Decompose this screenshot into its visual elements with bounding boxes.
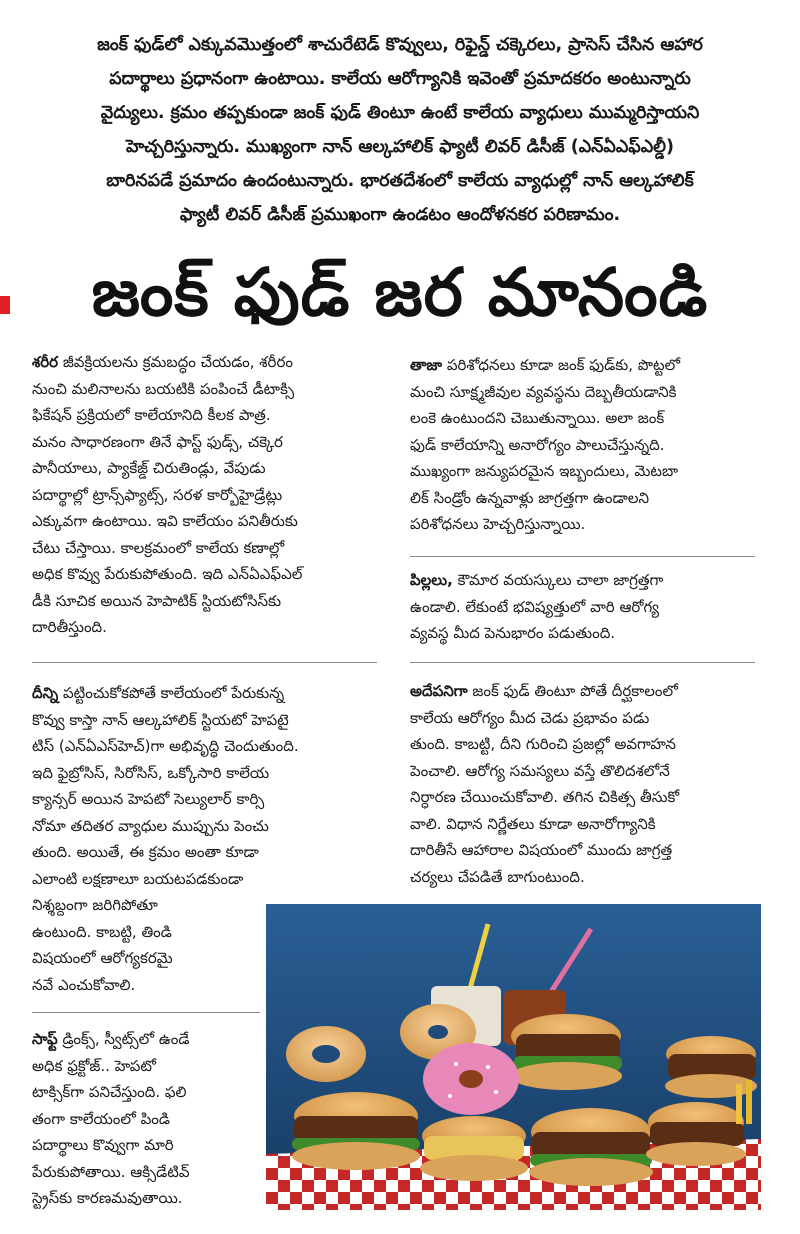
column-divider (410, 662, 755, 663)
lead-word: శరీర (32, 353, 59, 371)
paragraph-line: వ్యవస్థ మీద పెనుభారం పడుతుంది. (410, 624, 616, 642)
headline: జంక్ ఫుడ్ జర మానండి (91, 254, 709, 331)
intro-line: బారినపడే ప్రమాదం ఉందంటున్నారు. భారతదేశంలో కాలేయ వ్యాధుల్లో నాన్ ఆల్కహాలిక్ (106, 171, 694, 191)
paragraph-line: పరిశోధనలు హెచ్చరిస్తున్నాయి. (410, 515, 586, 533)
paragraph-line: తంగా కాలేయంలో పిండి (32, 1109, 170, 1128)
paragraph-line: నోమా తదితర వ్యాధుల ముప్పును పెంచు (32, 816, 269, 835)
paragraph-line: టాక్సిక్‌గా పనిచేస్తుంది. ఫలి (32, 1083, 187, 1101)
paragraph-line: మనం సాధారణంగా తినే ఫాస్ట్ ఫుడ్స్, చక్కెర (32, 432, 283, 451)
text-span: పట్టించుకోకపోతే కాలేయంలో పేరుకున్న (58, 684, 285, 702)
paragraph-line: చర్యలు చేపడితే బాగుంటుంది. (410, 867, 585, 886)
paragraph-line: చేటు చేస్తాయి. కాలక్రమంలో కాలేయ కణాల్లో (32, 538, 285, 557)
paragraph-line: పదార్థాల్లో ట్రాన్స్‌ఫ్యాట్స్, సరళ కార్బోహైడ్రేట్లు (32, 485, 283, 504)
text-span: జీవక్రియలను క్రమబద్ధం చేయడం, శరీరం (58, 353, 293, 371)
paragraph-line (410, 567, 762, 594)
paragraph-line: టిస్ (ఎన్ఏఎస్‌హెచ్)గా అభివృద్ధి చెందుతుంది. (32, 737, 299, 755)
paragraph-line: స్ట్రెస్‌కు కారణమవుతాయి. (32, 1189, 183, 1207)
paragraph-line: అధిక ఫ్రక్టోజ్.. హెపటో (32, 1056, 156, 1075)
paragraph-line (32, 680, 384, 707)
intro-paragraph (30, 28, 770, 232)
text-span: కౌమార వయస్కులు చాలా జాగ్రత్తగా (452, 571, 664, 589)
paragraph-line: లిక్ సిండ్రోం ఉన్నవాళ్లు జాగ్రత్తగా ఉండాలని (410, 488, 649, 507)
paragraph-line: క్యాన్సర్ అయిన హెపటో సెల్యులార్ కార్సి (32, 790, 265, 808)
paragraph-line: ఎలాంటి లక్షణాలూ బయటపడకుండా (32, 869, 244, 888)
right-section-3 (410, 678, 762, 890)
paragraph-line (32, 1026, 264, 1053)
paragraph-line: ఫుడ్ కాలేయాన్ని అనారోగ్యం పాలుచేస్తున్నది. (410, 435, 665, 454)
intro-line: ఫ్యాటీ లివర్ డిసీజ్ ప్రముఖంగా ఉండటం ఆందోళనకర పరిణామం. (179, 205, 621, 225)
lead-word: సాఫ్ట్ (32, 1030, 58, 1048)
paragraph-line (410, 352, 762, 379)
lead-word: దీన్ని (32, 684, 59, 702)
paragraph-line: ఇది ఫైబ్రోసిస్, సిరోసిస్, ఒక్కోసారి కాలేయ (32, 763, 270, 782)
paragraph-line: పానీయాలు, ప్యాకేజ్డ్ చిరుతిండ్లు, వేపుడు (32, 459, 266, 477)
column-divider (410, 556, 755, 557)
lead-word: తాజా (410, 356, 443, 374)
paragraph-line: నిశ్శబ్దంగా జరిగిపోతూ (32, 896, 158, 914)
text-span: జంక్ ఫుడ్ తింటూ పోతే దీర్ఘకాలంలో (467, 682, 678, 700)
paragraph-line: తుంది. కాబట్టి, దీని గురించి ప్రజల్లో అవగాహన (410, 735, 676, 753)
column-divider (32, 662, 377, 663)
paragraph-line: మంచి సూక్ష్మజీవుల వ్యవస్థను దెబ్బతీయడానికి (410, 382, 677, 401)
text-span: పరిశోధనలు కూడా జంక్ ఫుడ్‌కు, పొట్టలో (442, 356, 681, 374)
lead-word: అదేపనిగా (410, 682, 468, 700)
paragraph-line: పదార్థాలు కొవ్వుగా మారి (32, 1136, 174, 1154)
paragraph-line: ముఖ్యంగా జన్యుపరమైన ఇబ్బందులు, మెటబా (410, 462, 679, 480)
paragraph-line: నవే ఎంచుకోవాలి. (32, 975, 136, 994)
text-span: డ్రింక్స్, స్వీట్స్‌లో ఉండే (57, 1030, 190, 1048)
left-section-1 (32, 349, 384, 641)
paragraph-line: డీకి సూచిక అయిన హెపాటిక్ స్టియటోసిస్‌కు (32, 591, 282, 610)
paragraph-line: ఫికేషన్ ప్రక్రియలో కాలేయానిది కీలక పాత్ర. (32, 406, 271, 424)
intro-line: హెచ్చరిస్తున్నారు. ముఖ్యంగా నాన్ ఆల్కహాలిక్ ఫ్యాటీ లివర్ డిసీజ్ (ఎన్ఏఎఫ్ఎల్డీ) (125, 137, 675, 157)
paragraph-line: కాలేయ ఆరోగ్యం మీద చెడు ప్రభావం పడు (410, 708, 650, 727)
junk-food-photo (266, 904, 761, 1210)
left-section-3 (32, 1026, 264, 1212)
column-divider (32, 1012, 260, 1013)
lead-word: పిల్లలు, (410, 571, 453, 589)
intro-line: పదార్థాలు ప్రధానంగా ఉంటాయి. కాలేయ ఆరోగ్యానికి ఇవెంతో ప్రమాదకరం అంటున్నారు (109, 69, 691, 89)
paragraph-line: కొవ్వు కాస్తా నాన్ ఆల్కహాలిక్ స్టియటో హెపటై (32, 710, 289, 729)
paragraph-line: ఉంటుంది. కాబట్టి, తిండి (32, 922, 172, 941)
paragraph-line: వాలి. విధాన నిర్ణేతలు కూడా అనారోగ్యానికి (410, 814, 656, 833)
paragraph-line (410, 678, 762, 705)
intro-line: జంక్ ఫుడ్‌లో ఎక్కువమొత్తంలో శాచురేటెడ్ కొవ్వులు, రిఫైన్డ్ చక్కెరలు, ప్రాసెస్ చేసిన ఆహార (97, 35, 703, 55)
paragraph-line: ఉండాలి. లేకుంటే భవిష్యత్తులో వారి ఆరోగ్య (410, 597, 660, 616)
paragraph-line: నిర్ధారణ చేయించుకోవాలి. తగిన చికిత్స తీసుకో (410, 788, 680, 806)
intro-line: వైద్యులు. క్రమం తప్పకుండా జంక్ ఫుడ్ తింటూ ఉంటే కాలేయ వ్యాధులు ముమ్మరిస్తాయని (100, 103, 700, 123)
paragraph-line (32, 349, 384, 376)
paragraph-line: పెంచాలి. ఆరోగ్య సమస్యలు వస్తే తొలిదశలోనే (410, 761, 670, 780)
paragraph-line: దారితీస్తుంది. (32, 618, 107, 636)
paragraph-line: అధిక కొవ్వు పేరుకుపోతుంది. ఇది ఎన్ఏఎఫ్ఎల్ (32, 565, 303, 583)
food-illustration (266, 904, 761, 1210)
paragraph-line: నుంచి మలినాలను బయటికి పంపించే డీటాక్సి (32, 379, 295, 398)
right-section-1 (410, 352, 762, 538)
paragraph-line: పేరుకుపోతాయి. ఆక్సిడేటివ్ (32, 1162, 190, 1181)
right-section-2 (410, 567, 762, 647)
paragraph-line: ఎక్కువగా ఉంటాయి. ఇవి కాలేయం పనితీరుకు (32, 512, 298, 530)
paragraph-line: లంకె ఉంటుందని చెబుతున్నాయి. అలా జంక్ (410, 409, 665, 427)
red-margin-marker (0, 296, 10, 314)
paragraph-line: విషయంలో ఆరోగ్యకరమై (32, 949, 173, 967)
paragraph-line: దారితీసే ఆహారాల విషయంలో ముందు జాగ్రత్త (410, 841, 673, 859)
paragraph-line: తుంది. అయితే, ఈ క్రమం అంతా కూడా (32, 843, 259, 861)
